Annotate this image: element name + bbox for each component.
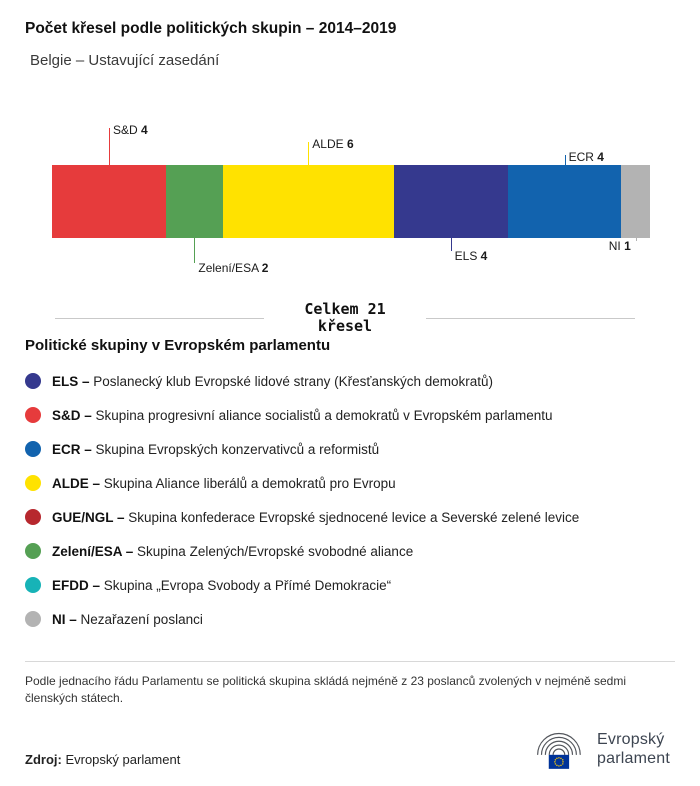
legend-dot-s-d: [25, 407, 41, 423]
callout-line-alde: [308, 142, 309, 165]
legend-dot-ecr: [25, 441, 41, 457]
ep-logo-line1: Evropský: [597, 731, 665, 748]
bar-segment-s-d[interactable]: [52, 165, 166, 238]
total-rule-left: [55, 318, 264, 319]
callout-line-ni: [636, 238, 637, 241]
source-value: Evropský parlament: [65, 752, 181, 767]
page-subtitle: Belgie – Ustavující zasedání: [30, 52, 220, 69]
total-seats-label: Celkem 21 křesel: [304, 300, 386, 335]
segment-label-zelen-esa: Zelení/ESA 2: [198, 261, 269, 275]
segment-label-ecr: ECR 4: [568, 150, 604, 164]
legend-dot-gue-ngl: [25, 509, 41, 525]
legend-label: S&D – Skupina progresivní aliance socialistů a demokratů v Evropském parlamentu: [52, 407, 553, 423]
legend-dot-els: [25, 373, 41, 389]
legend-dot-alde: [25, 475, 41, 491]
callout-line-s-d: [109, 128, 110, 165]
legend-item-ni: [25, 602, 579, 636]
footnote-divider: [25, 661, 675, 662]
segment-label-ni: NI 1: [608, 239, 631, 253]
legend-item-ecr: [25, 432, 579, 466]
page-title: Počet křesel podle politických skupin – 2014–2019: [25, 20, 397, 37]
legend-label: ECR – Skupina Evropských konzervativců a reformistů: [52, 441, 380, 457]
bar-segment-alde[interactable]: [223, 165, 394, 238]
source-label: Zdroj:: [25, 752, 62, 767]
ep-logo: [526, 726, 670, 772]
legend-label: ALDE – Skupina Aliance liberálů a demokratů pro Evropu: [52, 475, 396, 491]
ep-logo-line2: parlament: [597, 750, 670, 767]
ep-logo-text: [597, 730, 670, 768]
legend-label: EFDD – Skupina „Evropa Svobody a Přímé Demokracie“: [52, 577, 392, 593]
legend-label: GUE/NGL – Skupina konfederace Evropské sjednocené levice a Severské zelené levice: [52, 509, 580, 525]
legend-label: NI – Nezařazení poslanci: [52, 611, 203, 627]
legend-label: ELS – Poslanecký klub Evropské lidové strany (Křesťanských demokratů): [52, 373, 493, 389]
callout-line-els: [451, 238, 452, 251]
legend-item-gue-ngl: [25, 500, 579, 534]
legend-item-alde: [25, 466, 579, 500]
legend-heading: Politické skupiny v Evropském parlamentu: [25, 337, 331, 354]
legend-dot-zelen-esa: [25, 543, 41, 559]
legend-item-efdd: [25, 568, 579, 602]
bar-segment-els[interactable]: [394, 165, 508, 238]
legend-item-els: [25, 364, 579, 398]
callout-line-ecr: [565, 155, 566, 165]
legend-label: Zelení/ESA – Skupina Zelených/Evropské svobodné aliance: [52, 543, 414, 559]
legend-item-s-d: [25, 398, 579, 432]
source: [25, 752, 180, 767]
bar-segment-ecr[interactable]: [508, 165, 622, 238]
segment-label-s-d: S&D 4: [112, 123, 148, 137]
stacked-bar: [52, 165, 650, 238]
legend-list: [25, 364, 579, 636]
legend-item-zelen-esa: [25, 534, 579, 568]
segment-label-els: ELS 4: [454, 249, 488, 263]
chart-area: [0, 0, 700, 350]
ep-hemicycle-icon: [526, 726, 588, 772]
legend-dot-ni: [25, 611, 41, 627]
total-rule-right: [426, 318, 635, 319]
total-seats: [55, 301, 635, 335]
bar-segment-ni[interactable]: [621, 165, 649, 238]
segment-label-alde: ALDE 6: [312, 137, 354, 151]
legend-dot-efdd: [25, 577, 41, 593]
eu-flag-icon: [549, 755, 569, 769]
bar-segment-zelen-esa[interactable]: [166, 165, 223, 238]
callout-line-zelen-esa: [194, 238, 195, 263]
footnote: Podle jednacího řádu Parlamentu se politická skupina skládá nejméně z 23 poslanců zvolených v nejméně sedmi členských státech.: [25, 674, 627, 705]
